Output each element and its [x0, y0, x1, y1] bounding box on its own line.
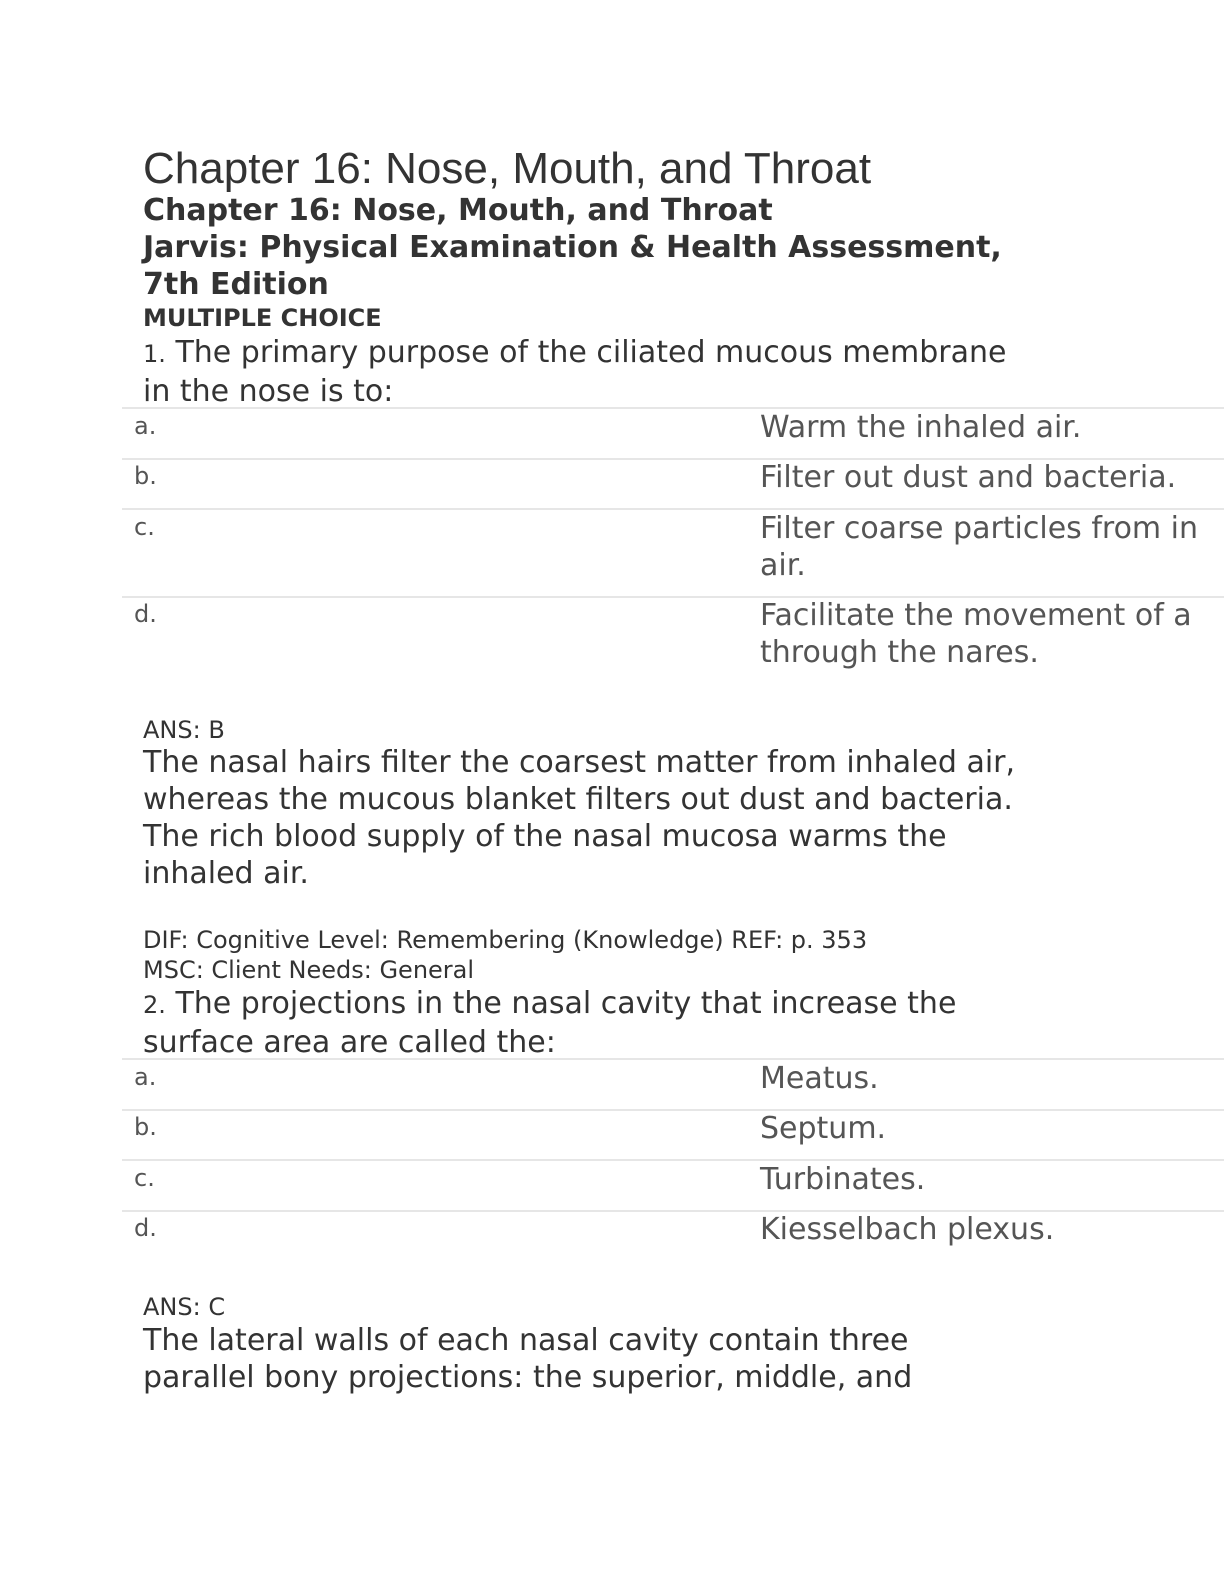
option-letter: b.: [134, 1113, 157, 1141]
option-letter: d.: [134, 1214, 157, 1242]
book-title-line-1: Jarvis: Physical Examination & Health Assessment,: [143, 230, 1002, 265]
question-number: 2.: [143, 991, 166, 1019]
table-rule: [122, 1058, 1224, 1060]
option-letter: b.: [134, 462, 157, 490]
option-letter: c.: [134, 1164, 155, 1192]
difficulty-reference: DIF: Cognitive Level: Remembering (Knowledge) REF: p. 353: [143, 926, 868, 954]
rationale: [143, 744, 1015, 892]
table-rule: [122, 1210, 1224, 1212]
question-stem-text: The primary purpose of the ciliated mucous membrane: [175, 335, 1007, 370]
option-letter: c.: [134, 513, 155, 541]
option-text-line: Warm the inhaled air.: [760, 410, 1082, 445]
option-text: [760, 409, 1081, 446]
option-text: [760, 1110, 886, 1147]
question-number: 1.: [143, 340, 166, 368]
rationale-line: The nasal hairs filter the coarsest matter from inhaled air,: [143, 745, 1016, 780]
option-text-line: Kiesselbach plexus.: [760, 1212, 1055, 1247]
option-text-line: air.: [760, 548, 806, 583]
option-text-line: Meatus.: [760, 1061, 879, 1096]
question-stem-line-2: in the nose is to:: [143, 374, 394, 409]
option-text: [760, 597, 1192, 671]
book-title: [143, 229, 1002, 303]
question-stem-line-1: [143, 985, 956, 1024]
option-text: [760, 459, 1176, 496]
question-stem-line-1: [143, 334, 1006, 373]
answer-key: ANS: C: [143, 1293, 226, 1321]
rationale-line: whereas the mucous blanket filters out dust and bacteria.: [143, 782, 1013, 817]
option-text: [760, 1060, 879, 1097]
option-text: [760, 1161, 925, 1198]
option-text-line: Filter coarse particles from in: [760, 511, 1199, 546]
option-letter: a.: [134, 1063, 157, 1091]
option-text: [760, 1211, 1054, 1248]
section-label: MULTIPLE CHOICE: [143, 304, 382, 332]
question-stem-line-2: surface area are called the:: [143, 1025, 556, 1060]
option-text-line: Turbinates.: [760, 1162, 926, 1197]
rationale-line: The lateral walls of each nasal cavity contain three: [143, 1323, 909, 1358]
rationale-line: inhaled air.: [143, 856, 309, 891]
question-stem: [143, 985, 956, 1061]
answer-key: ANS: B: [143, 716, 225, 744]
table-rule: [122, 1159, 1224, 1161]
option-text: [760, 510, 1198, 584]
rationale-line: parallel bony projections: the superior, middle, and: [143, 1360, 913, 1395]
question-stem-text: The projections in the nasal cavity that increase the: [175, 986, 957, 1021]
table-rule: [122, 1109, 1224, 1111]
book-title-line-2: 7th Edition: [143, 267, 329, 302]
rationale: [143, 1322, 912, 1396]
option-text-line: Filter out dust and bacteria.: [760, 460, 1177, 495]
document-title: Chapter 16: Nose, Mouth, and Throat: [143, 144, 872, 193]
option-text-line: Septum.: [760, 1111, 887, 1146]
option-letter: d.: [134, 600, 157, 628]
option-letter: a.: [134, 412, 157, 440]
question-stem: [143, 334, 1006, 410]
option-text-line: through the nares.: [760, 635, 1039, 670]
rationale-line: The rich blood supply of the nasal mucosa warms the: [143, 819, 947, 854]
chapter-heading: Chapter 16: Nose, Mouth, and Throat: [143, 193, 773, 228]
option-text-line: Facilitate the movement of a: [760, 598, 1192, 633]
client-needs: MSC: Client Needs: General: [143, 956, 475, 984]
